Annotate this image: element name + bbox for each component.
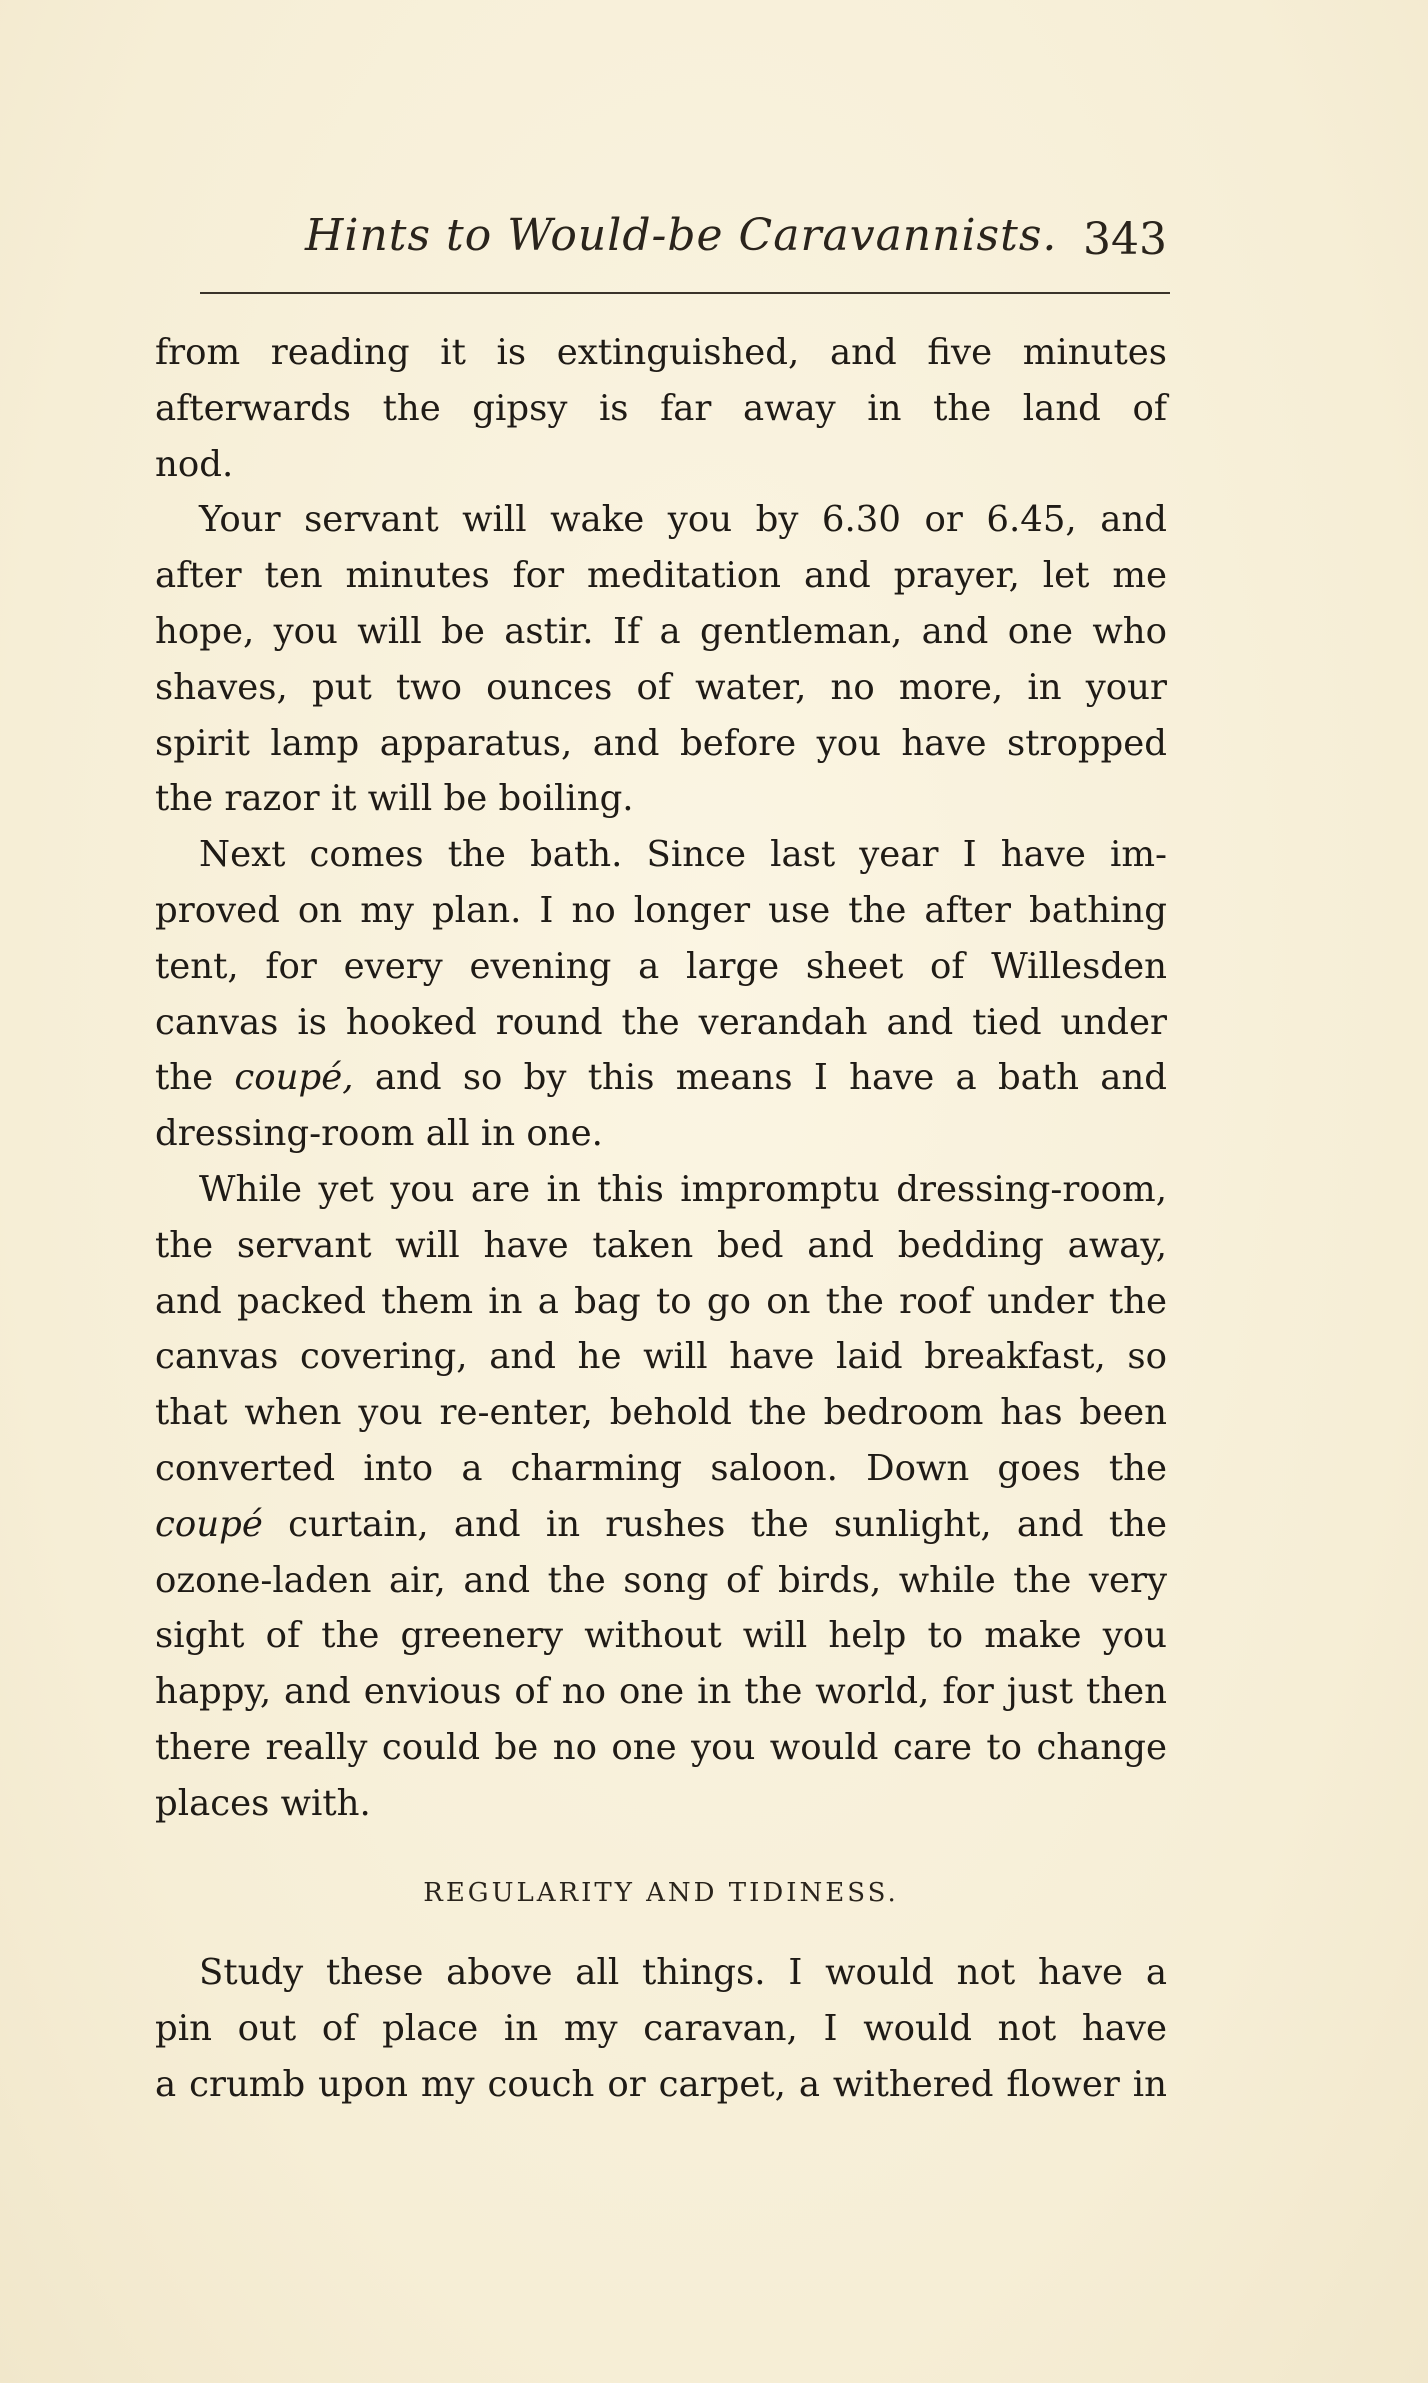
text-fragment: curtain, and in rushes the sunlight, and the	[288, 1503, 1167, 1545]
paragraph-first-line: Next comes the bath. Since last year I have im-	[199, 834, 1167, 876]
text-line: tent, for every evening a large sheet of Willesden	[155, 945, 1167, 987]
text-line: proved on my plan. I no longer use the after bathing	[155, 889, 1167, 931]
text-line: happy, and envious of no one in the world, for just then	[155, 1671, 1167, 1713]
italic-word: coupé	[155, 1503, 263, 1545]
text-line: canvas is hooked round the verandah and tied under	[155, 1001, 1167, 1043]
italic-word: coupé,	[234, 1057, 354, 1099]
text-line: shaves, put two ounces of water, no more, in your	[155, 666, 1167, 708]
text-line: after ten minutes for meditation and prayer, let me	[155, 555, 1167, 597]
running-head-title: Hints to Would-be Caravannists.	[305, 210, 1058, 261]
body-text	[155, 325, 1167, 1832]
text-line: hope, you will be astir. If a gentleman, and one who	[155, 610, 1167, 652]
text-line: from reading it is extinguished, and five minutes	[155, 332, 1167, 373]
text-line: canvas covering, and he will have laid breakfast, so	[155, 1336, 1167, 1378]
text-fragment: the	[155, 1057, 214, 1099]
page-number: 343	[1083, 214, 1167, 265]
section-body-text	[155, 1945, 1167, 2112]
text-line: there really could be no one you would care to change	[155, 1726, 1167, 1768]
text-line: afterwards the gipsy is far away in the land of	[155, 387, 1167, 429]
text-line: converted into a charming saloon. Down goes the	[155, 1447, 1167, 1489]
header-rule	[200, 292, 1170, 294]
text-line: the razor it will be boiling.	[155, 778, 634, 820]
paragraph-first-line: While yet you are in this impromptu dressing-room,	[199, 1168, 1167, 1210]
text-line: a crumb upon my couch or carpet, a withered flower in	[155, 2063, 1167, 2105]
text-line: sight of the greenery without will help to make you	[155, 1615, 1167, 1657]
text-line: dressing-room all in one.	[155, 1113, 603, 1155]
text-line: pin out of place in my caravan, I would not have	[155, 2007, 1167, 2049]
text-line: that when you re-enter, behold the bedroom has been	[155, 1392, 1167, 1434]
running-head	[155, 210, 1167, 270]
section-heading: REGULARITY AND TIDINESS.	[423, 1878, 899, 1908]
text-line: spirit lamp apparatus, and before you have stropped	[155, 722, 1167, 764]
text-line: and packed them in a bag to go on the roof under the	[155, 1280, 1167, 1322]
paragraph-first-line: Study these above all things. I would not have a	[199, 1952, 1167, 1993]
text-line	[155, 1050, 1167, 1106]
text-line: nod.	[155, 443, 234, 485]
text-line: the servant will have taken bed and bedding away,	[155, 1224, 1167, 1266]
paragraph-first-line: Your servant will wake you by 6.30 or 6.45, and	[199, 499, 1167, 541]
text-line: ozone-laden air, and the song of birds, while the very	[155, 1559, 1167, 1601]
text-line: places with.	[155, 1782, 371, 1824]
text-line	[155, 1497, 1167, 1553]
text-fragment: and so by this means I have a bath and	[374, 1057, 1167, 1099]
